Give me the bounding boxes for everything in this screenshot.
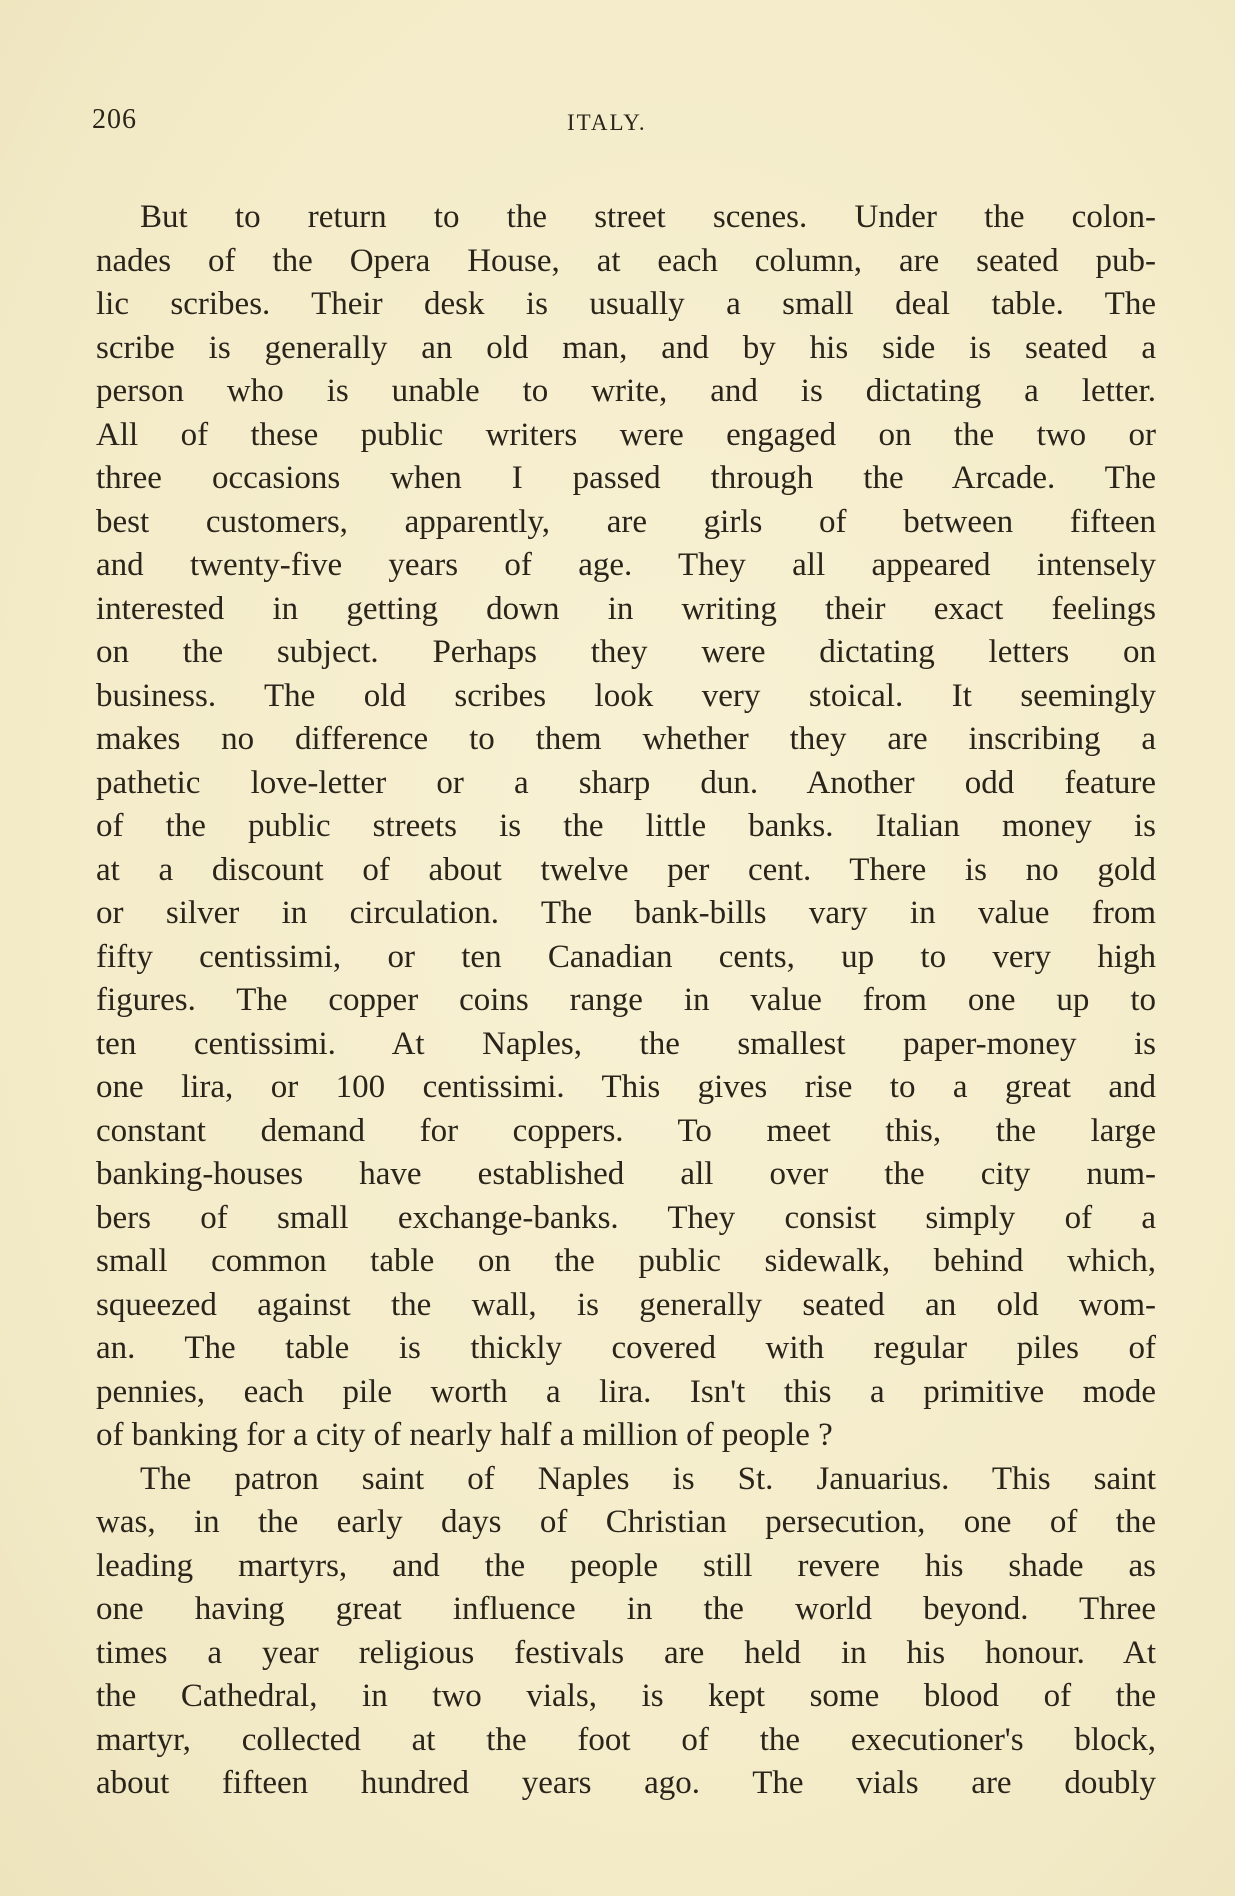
text-line: pathetic love-letter or a sharp dun. Another odd feature [96,764,1156,801]
text-line: makes no difference to them whether they are inscribing a [96,721,1156,757]
text-line: of banking for a city of nearly half a million of people ? [96,1417,833,1453]
text-line: interested in getting down in writing their exact feelings [96,590,1156,627]
text-line: All of these public writers were engaged on the two or [96,416,1156,453]
text-line: small common table on the public sidewalk, behind which, [96,1243,1156,1279]
text-line: one lira, or 100 centissimi. This gives rise to a great and [96,1069,1156,1105]
text-line: or silver in circulation. The bank-bills vary in value from [96,895,1156,931]
text-line: of the public streets is the little banks. Italian money is [96,808,1156,844]
text-line: But to return to the street scenes. Under the colon- [140,199,1156,235]
text-line: three occasions when I passed through the Arcade. The [96,460,1156,496]
text-line: person who is unable to write, and is dictating a letter. [96,373,1156,409]
text-line: The patron saint of Naples is St. Januarius. This saint [140,1460,1156,1497]
text-line: at a discount of about twelve per cent. There is no gold [96,851,1156,888]
text-line: squeezed against the wall, is generally seated an old wom- [96,1286,1156,1323]
text-line: ten centissimi. At Naples, the smallest paper-money is [96,1025,1156,1062]
page-number: 206 [92,104,137,135]
text-line: nades of the Opera House, at each column, are seated pub- [96,242,1156,279]
body-text [96,196,1156,1806]
text-line: about fifteen hundred years ago. The vials are doubly [96,1765,1156,1801]
text-line: martyr, collected at the foot of the executioner's block, [96,1721,1156,1758]
text-line: an. The table is thickly covered with regular piles of [96,1330,1156,1366]
text-line: one having great influence in the world beyond. Three [96,1591,1156,1627]
text-line: pennies, each pile worth a lira. Isn't this a primitive mode [96,1373,1156,1410]
text-line: leading martyrs, and the people still revere his shade as [96,1547,1156,1584]
text-line: and twenty-five years of age. They all appeared intensely [96,547,1156,583]
text-line: times a year religious festivals are held in his honour. At [96,1634,1156,1671]
text-line: was, in the early days of Christian persecution, one of the [96,1504,1156,1540]
text-line: lic scribes. Their desk is usually a small deal table. The [96,286,1156,322]
text-line: business. The old scribes look very stoical. It seemingly [96,677,1156,714]
text-line: fifty centissimi, or ten Canadian cents, up to very high [96,938,1156,975]
text-line: figures. The copper coins range in value from one up to [96,982,1156,1018]
text-line: constant demand for coppers. To meet this, the large [96,1112,1156,1149]
text-line: scribe is generally an old man, and by his side is seated a [96,329,1156,366]
running-title: ITALY. [567,110,647,135]
text-line: banking-houses have established all over the city num- [96,1156,1156,1192]
running-head [92,104,1152,144]
text-line: on the subject. Perhaps they were dictating letters on [96,634,1156,670]
text-line: the Cathedral, in two vials, is kept some blood of the [96,1678,1156,1714]
text-line: bers of small exchange-banks. They consist simply of a [96,1199,1156,1236]
text-line: best customers, apparently, are girls of between fifteen [96,503,1156,540]
